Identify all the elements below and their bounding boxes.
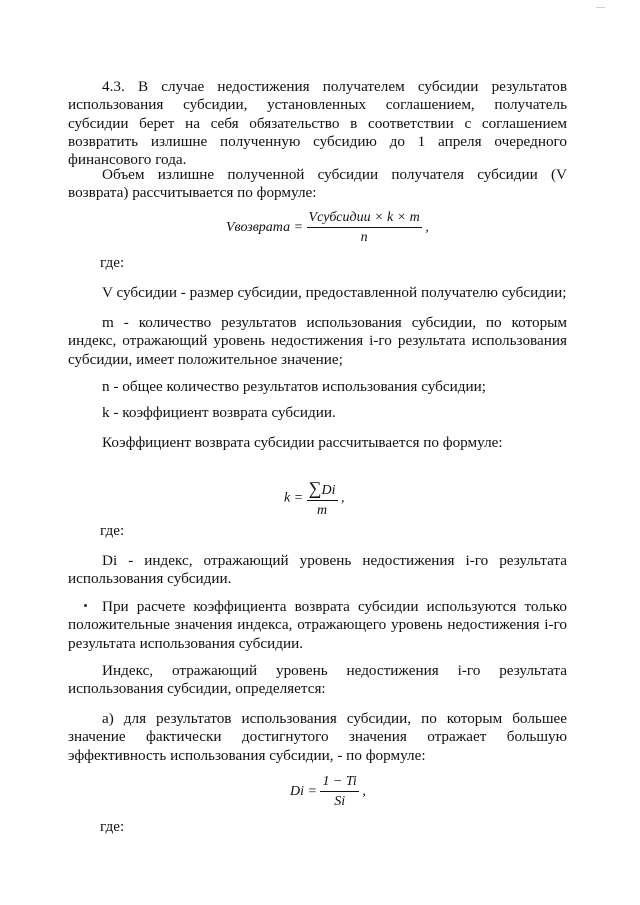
- definition-m: m - количество результатов использования субсидии, по которым индекс, отражающий уровень недостижения i-го результата использования субсидии, имеет положительное значение;: [68, 314, 567, 368]
- paragraph-positive-values: При расчете коэффициента возврата субсидии используются только положительные значения индекса, отражающего уровень недостижения i-го результата использования субсидии.: [68, 598, 567, 652]
- formula-numerator: Vсубсидии × k × m: [307, 210, 422, 228]
- paragraph-index-determined: Индекс, отражающий уровень недостижения i-го результата использования субсидии, определяется:: [68, 662, 567, 698]
- formula-lhs: Vвозврата =: [226, 220, 304, 235]
- paragraph-coefficient-intro: Коэффициент возврата субсидии рассчитывается по формуле:: [102, 434, 503, 451]
- formula-comma: ,: [425, 220, 429, 236]
- formula-lhs: k =: [284, 490, 304, 506]
- definition-v-subsidii: V субсидии - размер субсидии, предоставленной получателю субсидии;: [102, 284, 567, 301]
- where-label: где:: [100, 818, 125, 835]
- where-label: где:: [100, 522, 125, 539]
- definition-k: k - коэффициент возврата субсидии.: [102, 404, 336, 421]
- definition-di: Di - индекс, отражающий уровень недостижения i-го результата использования субсидии.: [68, 552, 567, 588]
- formula-comma: ,: [341, 490, 345, 506]
- formula-denominator: m: [317, 503, 328, 518]
- formula-v-vozvrata: [226, 210, 429, 246]
- paragraph-case-a: а) для результатов использования субсидии, по которым большее значение фактически достигнутого значения отражает большую эффективность использования субсидии, - по формуле:: [68, 710, 567, 764]
- formula-lhs: Di =: [290, 784, 317, 799]
- definition-n: n - общее количество результатов использования субсидии;: [102, 378, 486, 395]
- formula-fraction: [307, 478, 338, 519]
- paragraph-volume-formula-intro: Объем излишне полученной субсидии получателя субсидии (V возврата) рассчитывается по формуле:: [68, 166, 567, 202]
- corner-mark: —: [596, 2, 605, 12]
- formula-numerator-term: Di: [321, 483, 336, 498]
- formula-numerator: 1 − Ti: [320, 774, 358, 792]
- where-label: где:: [100, 254, 125, 271]
- paragraph-4-3: 4.3. В случае недостижения получателем субсидии результатов использования субсидии, установленных соглашением, получатель субсидии берет на себя обязательство в соответствии с соглашением возвратить излишне полученную субсидию до 1 апреля очередного финансового года.: [68, 78, 567, 169]
- formula-di: [290, 774, 366, 810]
- formula-comma: ,: [362, 784, 366, 800]
- sum-symbol: ∑: [308, 478, 322, 498]
- formula-denominator: n: [360, 230, 368, 245]
- formula-fraction: [307, 210, 422, 246]
- formula-k: [284, 478, 345, 519]
- formula-denominator: Si: [334, 794, 346, 809]
- formula-fraction: [320, 774, 358, 810]
- formula-numerator: [307, 478, 338, 501]
